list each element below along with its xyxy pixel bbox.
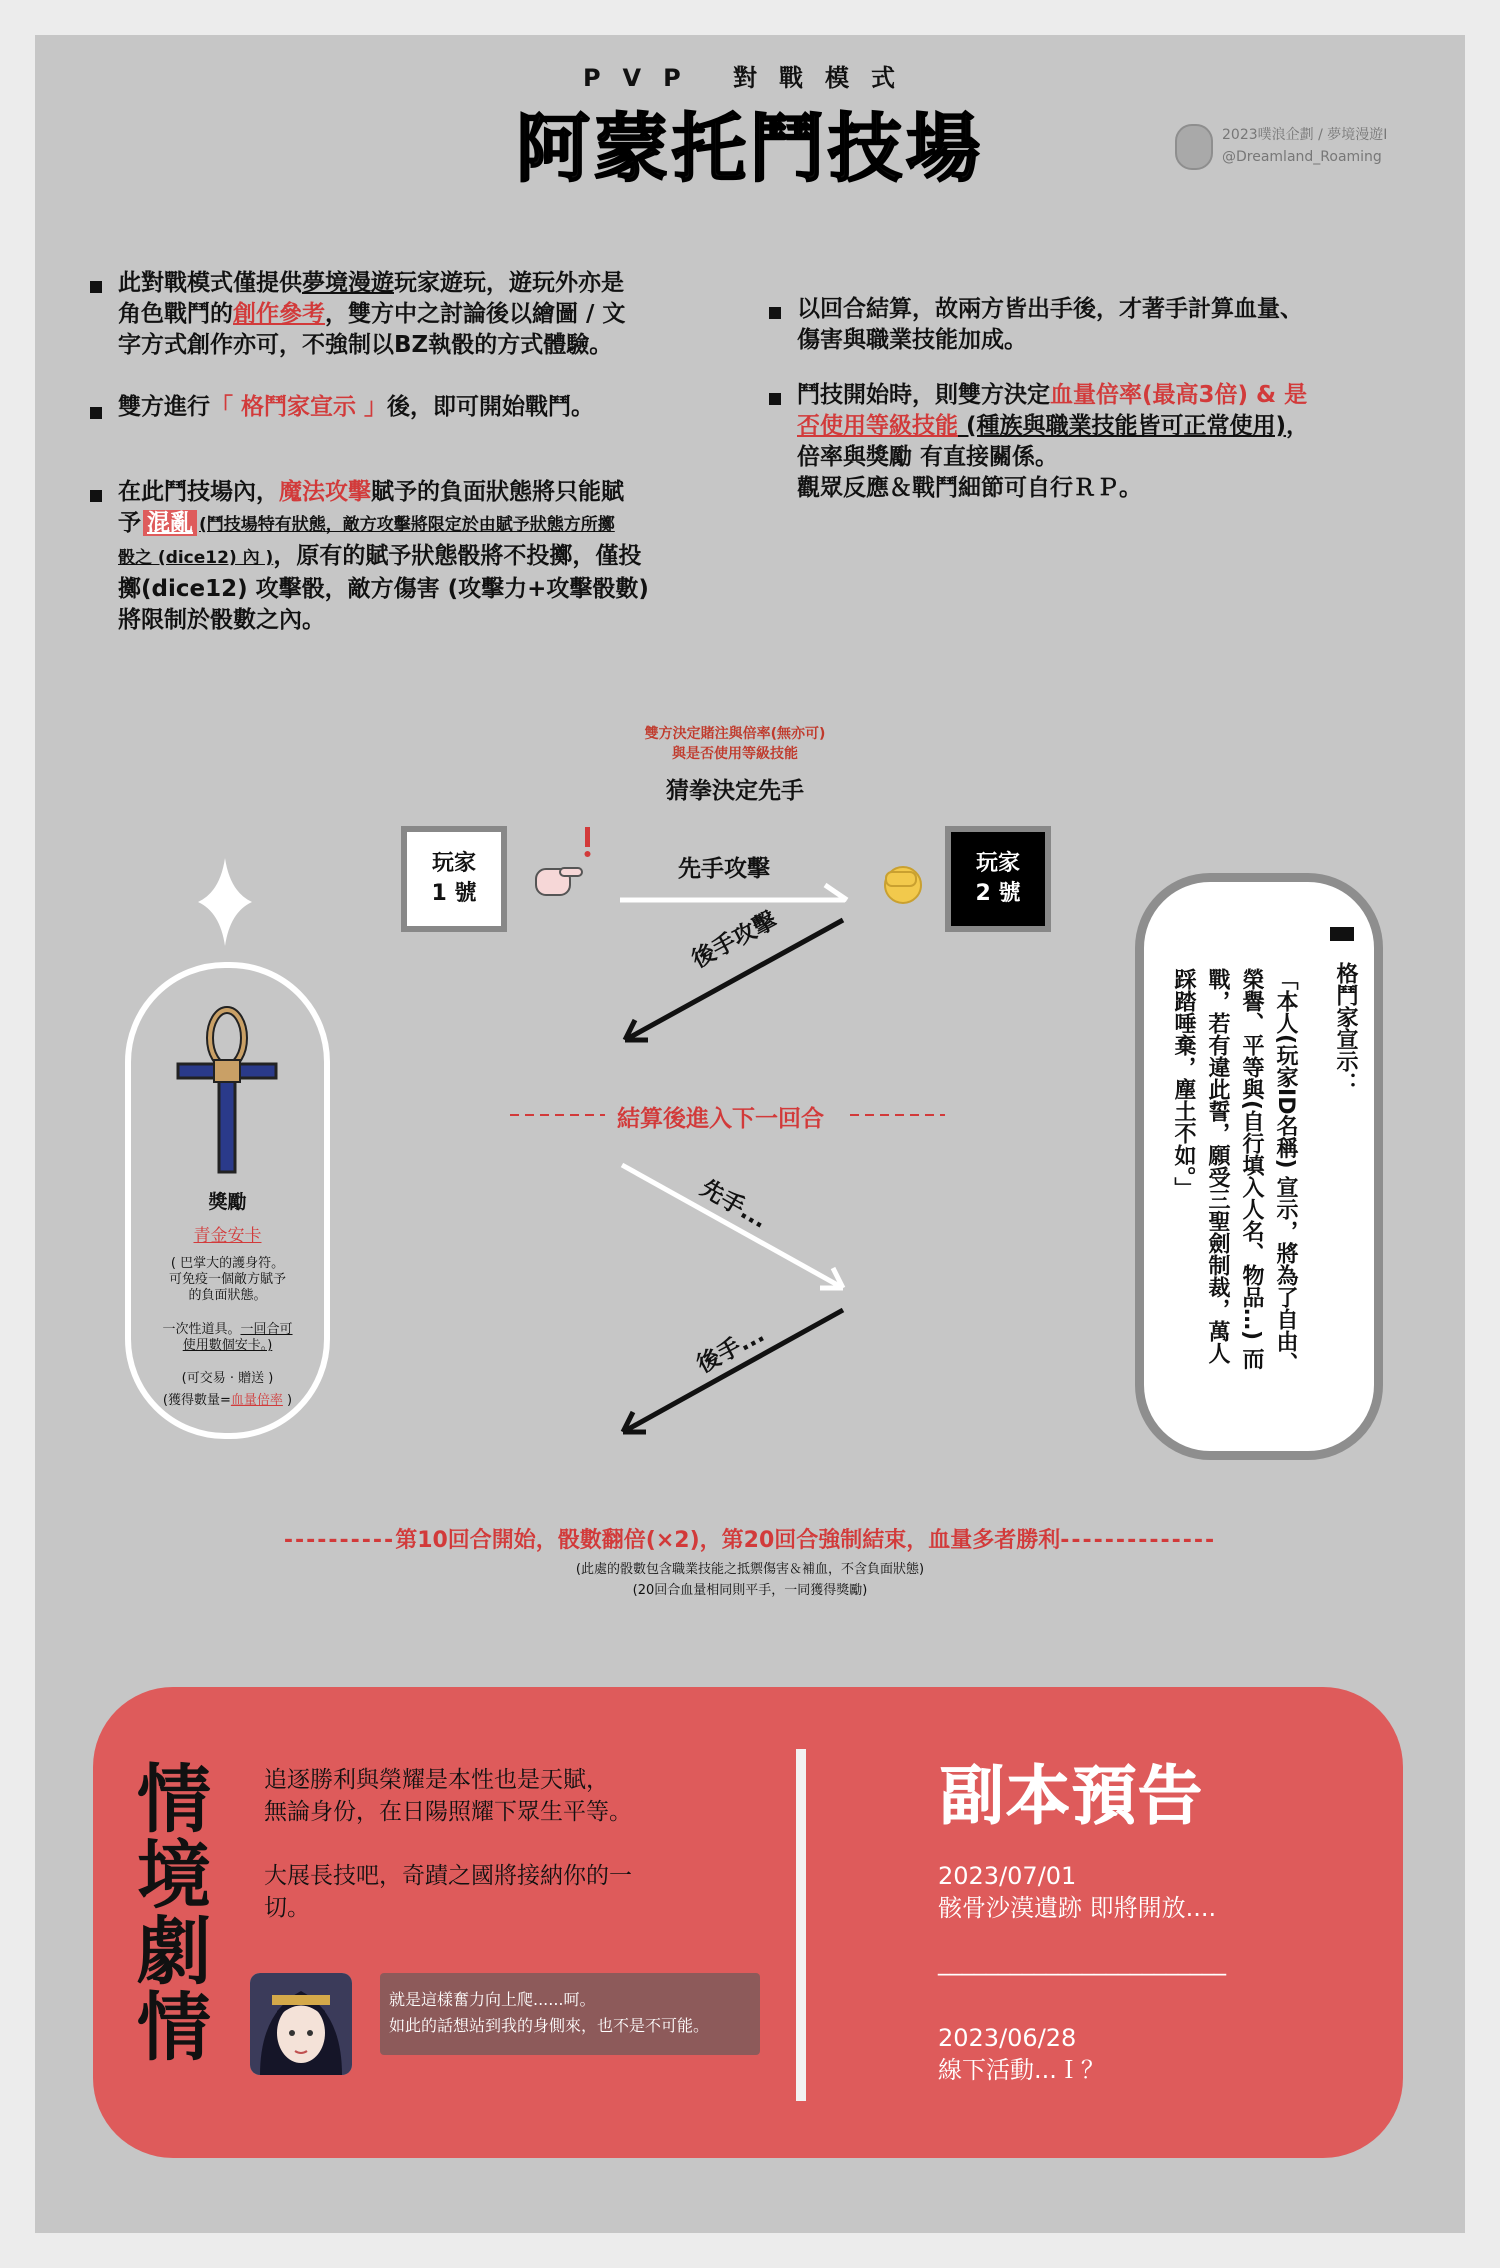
first-turn-label: 先手... [696,1175,772,1234]
reward-usage: 一次性道具。一回合可 使用數個安卡。) [162,1322,293,1353]
settle-label: 結算後進入下一回合 [617,1106,824,1132]
fist-icon [885,867,921,903]
preview-date-1: 2023/07/01 [938,1862,1077,1890]
reward-trade: (可交易 · 贈送 ) [181,1371,274,1386]
character-portrait-icon [250,1973,352,2075]
rps-label: 猜拳決定先手 [666,778,804,804]
player-1-box: 玩家 1 號 [401,826,507,932]
reward-count: (獲得數量=血量倍率 ) [162,1393,293,1408]
chaos-status-badge: 混亂 [143,510,197,536]
second-attack-label: 後手攻擊 [687,907,782,974]
round-rule: ----------第10回合開始，骰數翻倍(×2)，第20回合強制結束，血量多者勝利-------------- [283,1528,1217,1553]
mode-subtitle: PVP 對戰模式 [582,64,918,92]
declaration-heading: 格鬥家宣示： [1333,962,1358,1094]
quote-text: 就是這樣奮力向上爬......呵。 如此的話想站到我的身側來，也不是不可能。 [389,1990,710,2035]
declaration-bullet-icon [1330,927,1354,941]
page-title: 阿蒙托鬥技場 [516,106,984,192]
section-divider [796,1749,806,2101]
rule-4: 以回合結算，故兩方皆出手後，才著手計算血量、 傷害與職業技能加成。 [797,296,1303,353]
preview-title: 副本預告 [940,1760,1204,1834]
story-line-2: 無論身份，在日陽照耀下眾生平等。 [264,1799,632,1825]
story-line-3: 大展長技吧，奇蹟之國將接納你的一 [264,1863,632,1889]
reward-desc: ( 巴掌大的護身符。 可免疫一個敵方賦予 的負面狀態。 [168,1256,286,1303]
rule-5: 鬥技開始時，則雙方決定血量倍率(最高3倍) & 是 否使用等級技能 (種族與職業技能皆可正常使用)， 倍率與獎勵 有直接關係。 觀眾反應＆戰鬥細節可自行ＲＰ。 [797,382,1310,501]
player-2-box: 玩家 2 號 [945,826,1051,932]
preview-event-2: 線下活動...Ｉ？ [938,2056,1105,2084]
character-avatar [250,1973,352,2075]
first-attack-arrow-icon [620,885,847,900]
round-note-2: (20回合血量相同則平手，一同獲得獎勵) [632,1583,868,1598]
declaration-col-4: 踩踏唾棄，塵土不如。」 [1171,968,1196,1199]
preview-event-1: 骸骨沙漠遺跡 即將開放.... [938,1894,1217,1922]
rule-1: 此對戰模式僅提供夢境漫遊玩家遊玩，遊玩外亦是 角色戰鬥的創作參考，雙方中之討論後以繪圖 / 文 字方式創作亦可，不強制以BZ執骰的方式體驗。 [118,270,626,358]
declaration-col-3: 戰，若有違此誓，願受三聖劍制裁，萬人 [1205,968,1230,1364]
story-line-4: 切。 [264,1895,310,1921]
credit-line-1: 2023噗浪企劃 / 夢境漫遊I [1222,127,1388,143]
preview-date-2: 2023/06/28 [938,2024,1077,2052]
preview-separator: ________________________ [938,1948,1226,1976]
rule-3: 在此鬥技場內，魔法攻擊賦予的負面狀態將只能賦 予 混亂 (鬥技場特有狀態，敵方攻擊將限定於由賦予狀態方所擲 骰之 (dice12) 內 )，原有的賦予狀態骰將不投擲，僅投 擲(dice12) 攻擊骰，敵方傷害 (攻擊力+攻擊骰數) 將限制於骰數之內。 [118,479,649,633]
reward-title: 獎勵 [208,1191,247,1213]
pointing-hand-icon [536,868,582,895]
story-label: 情境劇情 [125,1760,211,2064]
declaration-col-2: 榮譽、平等與(自行填入人名、物品…) 而 [1239,968,1264,1370]
first-attack-label: 先手攻擊 [678,856,770,882]
sparkle-icon [198,858,252,946]
declaration-col-1: 「本人(玩家ID名稱) 宣示，將為了自由、 [1273,968,1298,1375]
rule-2: 雙方進行「 格鬥家宣示 」後，即可開始戰鬥。 [118,394,595,420]
second-turn-label: 後手... [692,1321,769,1379]
exclamation-icon [585,827,591,857]
reward-item-name: 青金安卡 [193,1226,262,1246]
flow-note: 雙方決定賭注與倍率(無亦可) 與是否使用等級技能 [644,726,826,762]
credit-line-2: @Dreamland_Roaming [1222,149,1382,165]
story-line-1: 追逐勝利與榮耀是本性也是天賦， [264,1767,609,1793]
round-note-1: (此處的骰數包含職業技能之抵禦傷害＆補血，不含負面狀態) [575,1562,925,1577]
